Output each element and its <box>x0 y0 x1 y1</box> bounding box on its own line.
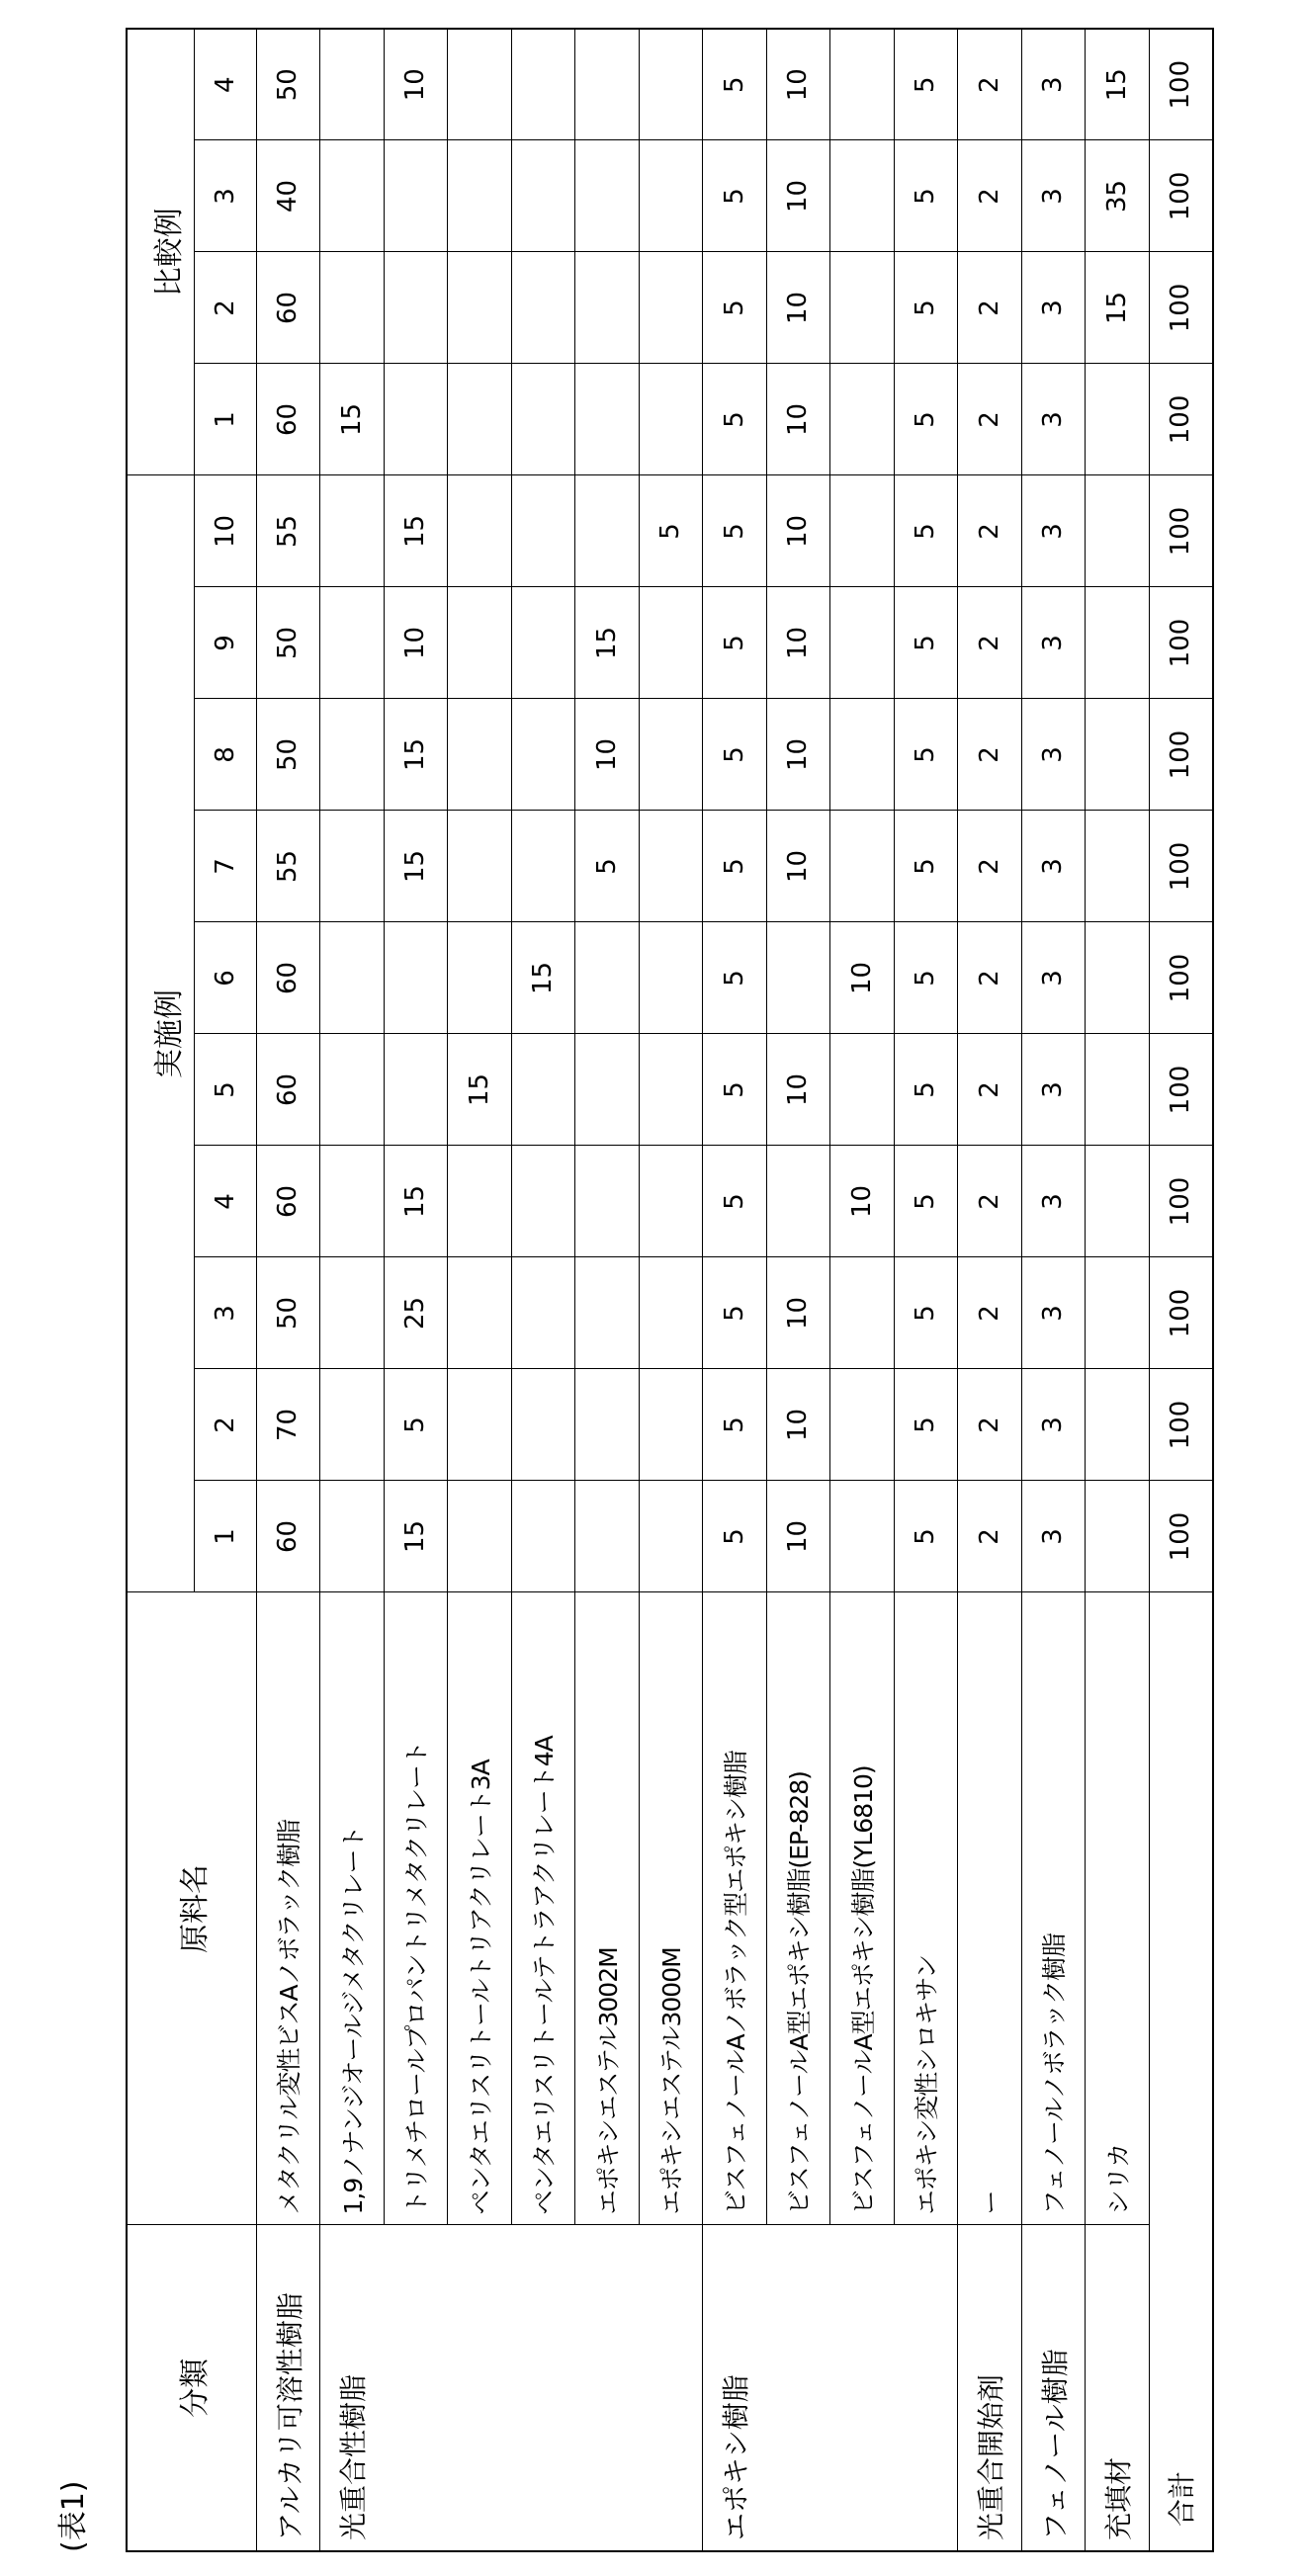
table-caption: (表1) <box>48 2481 92 2553</box>
table-row <box>894 29 958 2551</box>
example-value-cell <box>320 811 385 922</box>
example-value-cell <box>448 699 512 811</box>
material-name-cell: エポキシ変性シロキサン <box>894 1592 958 2225</box>
comparative-value-cell <box>320 252 385 364</box>
example-value-cell: 15 <box>384 1146 448 1257</box>
example-value-cell: 50 <box>256 699 320 811</box>
example-value-cell <box>830 1369 895 1481</box>
example-value-cell <box>1086 811 1150 922</box>
example-value-cell: 60 <box>256 1481 320 1592</box>
example-value-cell: 2 <box>958 811 1022 922</box>
example-value-cell: 2 <box>958 699 1022 811</box>
comparative-value-cell: 40 <box>256 140 320 252</box>
example-value-cell <box>448 1257 512 1369</box>
comparative-value-cell: 2 <box>958 29 1022 140</box>
example-value-cell <box>511 1034 575 1146</box>
material-name-cell: ペンタエリスリトールテトラアクリレート4A <box>511 1592 575 2225</box>
table-row <box>511 29 575 2551</box>
example-value-cell <box>639 587 703 699</box>
comparative-value-cell: 10 <box>766 140 830 252</box>
example-value-cell <box>511 587 575 699</box>
example-value-cell: 5 <box>703 475 767 587</box>
comparative-value-cell <box>639 29 703 140</box>
example-value-cell <box>320 1034 385 1146</box>
comparative-number-header: 4 <box>194 29 256 140</box>
example-value-cell: 2 <box>958 475 1022 587</box>
category-cell: 光重合性樹脂 <box>320 2225 703 2551</box>
example-number-header: 7 <box>194 811 256 922</box>
comparative-value-cell: 5 <box>894 29 958 140</box>
example-value-cell: 10 <box>830 922 895 1034</box>
total-example-cell: 100 <box>1149 587 1213 699</box>
comparative-value-cell: 60 <box>256 252 320 364</box>
example-value-cell <box>1086 1369 1150 1481</box>
example-value-cell <box>511 475 575 587</box>
table-row <box>575 29 640 2551</box>
example-value-cell: 5 <box>639 475 703 587</box>
material-name-cell: フェノールノボラック樹脂 <box>1021 1592 1086 2225</box>
example-value-cell: 10 <box>766 475 830 587</box>
material-name-cell: エポキシエステル3000M <box>639 1592 703 2225</box>
example-value-cell: 5 <box>703 1369 767 1481</box>
example-value-cell <box>1086 1034 1150 1146</box>
example-value-cell <box>448 1481 512 1592</box>
table-row <box>384 29 448 2551</box>
comparative-value-cell: 10 <box>766 29 830 140</box>
table-row <box>256 29 320 2551</box>
total-example-cell: 100 <box>1149 475 1213 587</box>
example-value-cell <box>830 1481 895 1592</box>
table-row <box>1086 29 1150 2551</box>
example-value-cell: 2 <box>958 587 1022 699</box>
example-value-cell <box>830 811 895 922</box>
example-value-cell: 50 <box>256 587 320 699</box>
example-value-cell: 15 <box>384 1481 448 1592</box>
comparative-value-cell <box>830 252 895 364</box>
comparative-value-cell <box>384 252 448 364</box>
total-example-cell: 100 <box>1149 1369 1213 1481</box>
example-value-cell: 15 <box>448 1034 512 1146</box>
example-value-cell <box>1086 587 1150 699</box>
example-value-cell: 10 <box>766 699 830 811</box>
example-value-cell: 5 <box>894 1257 958 1369</box>
example-value-cell <box>1086 699 1150 811</box>
total-example-cell: 100 <box>1149 1257 1213 1369</box>
example-value-cell: 10 <box>766 1369 830 1481</box>
example-value-cell <box>448 475 512 587</box>
example-value-cell <box>511 1146 575 1257</box>
example-value-cell: 3 <box>1021 699 1086 811</box>
example-value-cell <box>575 1481 640 1592</box>
example-value-cell: 5 <box>703 811 767 922</box>
comparative-value-cell <box>575 252 640 364</box>
example-value-cell <box>639 811 703 922</box>
example-value-cell: 3 <box>1021 587 1086 699</box>
example-value-cell <box>1086 475 1150 587</box>
example-value-cell: 10 <box>766 811 830 922</box>
comparative-value-cell: 2 <box>958 140 1022 252</box>
example-number-header: 1 <box>194 1481 256 1592</box>
comparative-value-cell: 15 <box>320 364 385 475</box>
comparative-value-cell <box>575 364 640 475</box>
example-value-cell <box>320 475 385 587</box>
example-value-cell: 5 <box>894 1481 958 1592</box>
example-value-cell: 2 <box>958 1481 1022 1592</box>
example-value-cell <box>320 587 385 699</box>
example-value-cell <box>511 699 575 811</box>
example-value-cell: 3 <box>1021 922 1086 1034</box>
example-value-cell <box>575 475 640 587</box>
example-number-header: 2 <box>194 1369 256 1481</box>
example-value-cell <box>575 1034 640 1146</box>
comparative-value-cell <box>830 29 895 140</box>
material-name-cell: ビスフェノールA型エポキシ樹脂(YL6810) <box>830 1592 895 2225</box>
comparative-value-cell <box>448 364 512 475</box>
example-value-cell: 70 <box>256 1369 320 1481</box>
material-name-cell: シリカ <box>1086 1592 1150 2225</box>
comparative-value-cell <box>448 29 512 140</box>
header-category: 分類 <box>127 2225 256 2551</box>
comparative-value-cell <box>511 252 575 364</box>
comparative-value-cell <box>1086 364 1150 475</box>
comparative-value-cell <box>320 29 385 140</box>
comparative-value-cell <box>830 140 895 252</box>
comparative-value-cell <box>830 364 895 475</box>
comparative-value-cell: 50 <box>256 29 320 140</box>
comparative-value-cell: 5 <box>703 252 767 364</box>
example-value-cell <box>639 1481 703 1592</box>
material-name-cell: メタクリル変性ビスAノボラック樹脂 <box>256 1592 320 2225</box>
comparative-value-cell <box>320 140 385 252</box>
example-value-cell: 10 <box>575 699 640 811</box>
comparative-value-cell: 5 <box>703 140 767 252</box>
example-value-cell: 10 <box>384 587 448 699</box>
example-value-cell: 5 <box>894 1146 958 1257</box>
example-value-cell: 5 <box>894 922 958 1034</box>
example-value-cell: 3 <box>1021 811 1086 922</box>
example-value-cell <box>320 1257 385 1369</box>
example-value-cell: 5 <box>703 922 767 1034</box>
table-row <box>958 29 1022 2551</box>
example-value-cell: 5 <box>703 587 767 699</box>
comparative-value-cell <box>384 364 448 475</box>
example-value-cell: 5 <box>894 1034 958 1146</box>
example-value-cell <box>830 1257 895 1369</box>
example-value-cell <box>830 587 895 699</box>
total-example-cell: 100 <box>1149 699 1213 811</box>
example-value-cell: 5 <box>384 1369 448 1481</box>
example-number-header: 6 <box>194 922 256 1034</box>
example-value-cell <box>511 1481 575 1592</box>
example-value-cell <box>766 1146 830 1257</box>
example-value-cell: 5 <box>703 1034 767 1146</box>
comparative-number-header: 2 <box>194 252 256 364</box>
comparative-value-cell: 5 <box>703 29 767 140</box>
example-value-cell <box>448 587 512 699</box>
total-example-cell: 100 <box>1149 1146 1213 1257</box>
material-name-cell: ビスフェノールAノボラック型エポキシ樹脂 <box>703 1592 767 2225</box>
example-number-header: 9 <box>194 587 256 699</box>
comparative-value-cell <box>511 29 575 140</box>
category-cell: 充填材 <box>1086 2225 1150 2551</box>
total-comparative-cell: 100 <box>1149 252 1213 364</box>
comparative-value-cell: 15 <box>1086 29 1150 140</box>
comparative-value-cell: 5 <box>894 140 958 252</box>
total-comparative-cell: 100 <box>1149 364 1213 475</box>
example-value-cell: 50 <box>256 1257 320 1369</box>
total-comparative-cell: 100 <box>1149 29 1213 140</box>
example-value-cell: 3 <box>1021 1481 1086 1592</box>
example-value-cell <box>448 922 512 1034</box>
total-example-cell: 100 <box>1149 1034 1213 1146</box>
example-value-cell <box>639 1369 703 1481</box>
material-name-cell: ー <box>958 1592 1022 2225</box>
example-value-cell: 2 <box>958 1146 1022 1257</box>
example-value-cell: 10 <box>830 1146 895 1257</box>
example-value-cell: 10 <box>766 1034 830 1146</box>
comparative-value-cell: 15 <box>1086 252 1150 364</box>
comparative-value-cell <box>448 252 512 364</box>
comparative-value-cell: 3 <box>1021 140 1086 252</box>
table-row <box>766 29 830 2551</box>
example-value-cell <box>320 922 385 1034</box>
example-value-cell: 3 <box>1021 1257 1086 1369</box>
total-label: 合計 <box>1149 1592 1213 2551</box>
example-value-cell <box>1086 922 1150 1034</box>
comparative-number-header: 1 <box>194 364 256 475</box>
example-value-cell <box>575 1146 640 1257</box>
example-value-cell: 15 <box>511 922 575 1034</box>
table-row <box>448 29 512 2551</box>
example-value-cell: 5 <box>894 587 958 699</box>
example-value-cell <box>639 1257 703 1369</box>
example-value-cell <box>830 475 895 587</box>
comparative-value-cell: 3 <box>1021 364 1086 475</box>
example-value-cell <box>511 1369 575 1481</box>
example-value-cell: 2 <box>958 922 1022 1034</box>
example-value-cell <box>320 1369 385 1481</box>
comparative-value-cell: 3 <box>1021 252 1086 364</box>
example-value-cell: 5 <box>703 1146 767 1257</box>
comparative-value-cell <box>639 140 703 252</box>
example-value-cell <box>448 1369 512 1481</box>
table-row <box>830 29 895 2551</box>
example-value-cell <box>511 1257 575 1369</box>
material-name-cell: ビスフェノールA型エポキシ樹脂(EP-828) <box>766 1592 830 2225</box>
example-value-cell <box>1086 1146 1150 1257</box>
table-row <box>1021 29 1086 2551</box>
example-value-cell: 60 <box>256 1034 320 1146</box>
example-value-cell <box>384 922 448 1034</box>
category-cell: 光重合開始剤 <box>958 2225 1022 2551</box>
comparative-value-cell: 10 <box>384 29 448 140</box>
comparative-value-cell <box>511 140 575 252</box>
table-row <box>320 29 385 2551</box>
example-value-cell <box>448 1146 512 1257</box>
example-value-cell: 5 <box>703 699 767 811</box>
example-number-header: 5 <box>194 1034 256 1146</box>
example-value-cell <box>511 811 575 922</box>
comparative-value-cell: 60 <box>256 364 320 475</box>
example-value-cell <box>575 1369 640 1481</box>
header-examples: 実施例 <box>127 475 194 1592</box>
comparative-value-cell <box>511 364 575 475</box>
example-value-cell: 2 <box>958 1034 1022 1146</box>
comparative-value-cell: 5 <box>703 364 767 475</box>
material-name-cell: トリメチロールプロパントリメタクリレート <box>384 1592 448 2225</box>
example-value-cell <box>320 699 385 811</box>
example-value-cell: 5 <box>894 811 958 922</box>
example-value-cell <box>320 1481 385 1592</box>
comparative-value-cell: 10 <box>766 252 830 364</box>
example-value-cell: 5 <box>894 475 958 587</box>
rotated-table-wrapper <box>126 30 1211 2552</box>
example-value-cell <box>639 1146 703 1257</box>
example-value-cell <box>384 1034 448 1146</box>
example-value-cell: 5 <box>703 1481 767 1592</box>
header-material: 原料名 <box>127 1592 256 2225</box>
category-cell: フェノール樹脂 <box>1021 2225 1086 2551</box>
example-number-header: 4 <box>194 1146 256 1257</box>
example-value-cell: 55 <box>256 811 320 922</box>
example-value-cell <box>1086 1257 1150 1369</box>
example-value-cell: 10 <box>766 1481 830 1592</box>
example-number-header: 10 <box>194 475 256 587</box>
table-row <box>703 29 767 2551</box>
header-comparatives: 比較例 <box>127 29 194 475</box>
example-value-cell <box>766 922 830 1034</box>
example-value-cell: 5 <box>703 1257 767 1369</box>
comparative-value-cell <box>575 140 640 252</box>
example-value-cell: 10 <box>766 1257 830 1369</box>
example-value-cell: 25 <box>384 1257 448 1369</box>
table-row <box>639 29 703 2551</box>
example-value-cell <box>639 1034 703 1146</box>
comparative-value-cell: 5 <box>894 364 958 475</box>
example-value-cell <box>639 699 703 811</box>
example-value-cell <box>1086 1481 1150 1592</box>
comparative-value-cell: 35 <box>1086 140 1150 252</box>
material-name-cell: 1,9ノナンジオールジメタクリレート <box>320 1592 385 2225</box>
example-value-cell <box>830 1034 895 1146</box>
example-value-cell <box>575 922 640 1034</box>
total-example-cell: 100 <box>1149 1481 1213 1592</box>
category-cell: アルカリ可溶性樹脂 <box>256 2225 320 2551</box>
example-value-cell: 10 <box>766 587 830 699</box>
example-value-cell: 5 <box>894 1369 958 1481</box>
example-number-header: 8 <box>194 699 256 811</box>
comparative-value-cell <box>384 140 448 252</box>
example-value-cell <box>830 699 895 811</box>
example-value-cell: 2 <box>958 1369 1022 1481</box>
comparative-value-cell <box>639 364 703 475</box>
example-value-cell: 15 <box>384 475 448 587</box>
total-row <box>1149 29 1213 2551</box>
comparative-value-cell: 2 <box>958 252 1022 364</box>
example-number-header: 3 <box>194 1257 256 1369</box>
total-comparative-cell: 100 <box>1149 140 1213 252</box>
comparative-value-cell <box>639 252 703 364</box>
example-value-cell <box>639 922 703 1034</box>
formulation-table <box>126 28 1214 2552</box>
comparative-value-cell: 10 <box>766 364 830 475</box>
example-value-cell: 3 <box>1021 1146 1086 1257</box>
total-example-cell: 100 <box>1149 922 1213 1034</box>
comparative-number-header: 3 <box>194 140 256 252</box>
category-cell: エポキシ樹脂 <box>703 2225 958 2551</box>
example-value-cell: 15 <box>384 699 448 811</box>
example-value-cell <box>320 1146 385 1257</box>
example-value-cell: 15 <box>575 587 640 699</box>
material-name-cell: ペンタエリスリトールトリアクリレート3A <box>448 1592 512 2225</box>
example-value-cell: 15 <box>384 811 448 922</box>
example-value-cell: 3 <box>1021 1369 1086 1481</box>
example-value-cell: 5 <box>894 699 958 811</box>
material-name-cell: エポキシエステル3002M <box>575 1592 640 2225</box>
example-value-cell: 5 <box>575 811 640 922</box>
example-value-cell: 3 <box>1021 1034 1086 1146</box>
example-value-cell: 60 <box>256 922 320 1034</box>
comparative-value-cell <box>575 29 640 140</box>
total-example-cell: 100 <box>1149 811 1213 922</box>
example-value-cell: 60 <box>256 1146 320 1257</box>
example-value-cell: 55 <box>256 475 320 587</box>
comparative-value-cell: 5 <box>894 252 958 364</box>
comparative-value-cell <box>448 140 512 252</box>
example-value-cell <box>575 1257 640 1369</box>
example-value-cell <box>448 811 512 922</box>
comparative-value-cell: 2 <box>958 364 1022 475</box>
comparative-value-cell: 3 <box>1021 29 1086 140</box>
example-value-cell: 2 <box>958 1257 1022 1369</box>
example-value-cell: 3 <box>1021 475 1086 587</box>
